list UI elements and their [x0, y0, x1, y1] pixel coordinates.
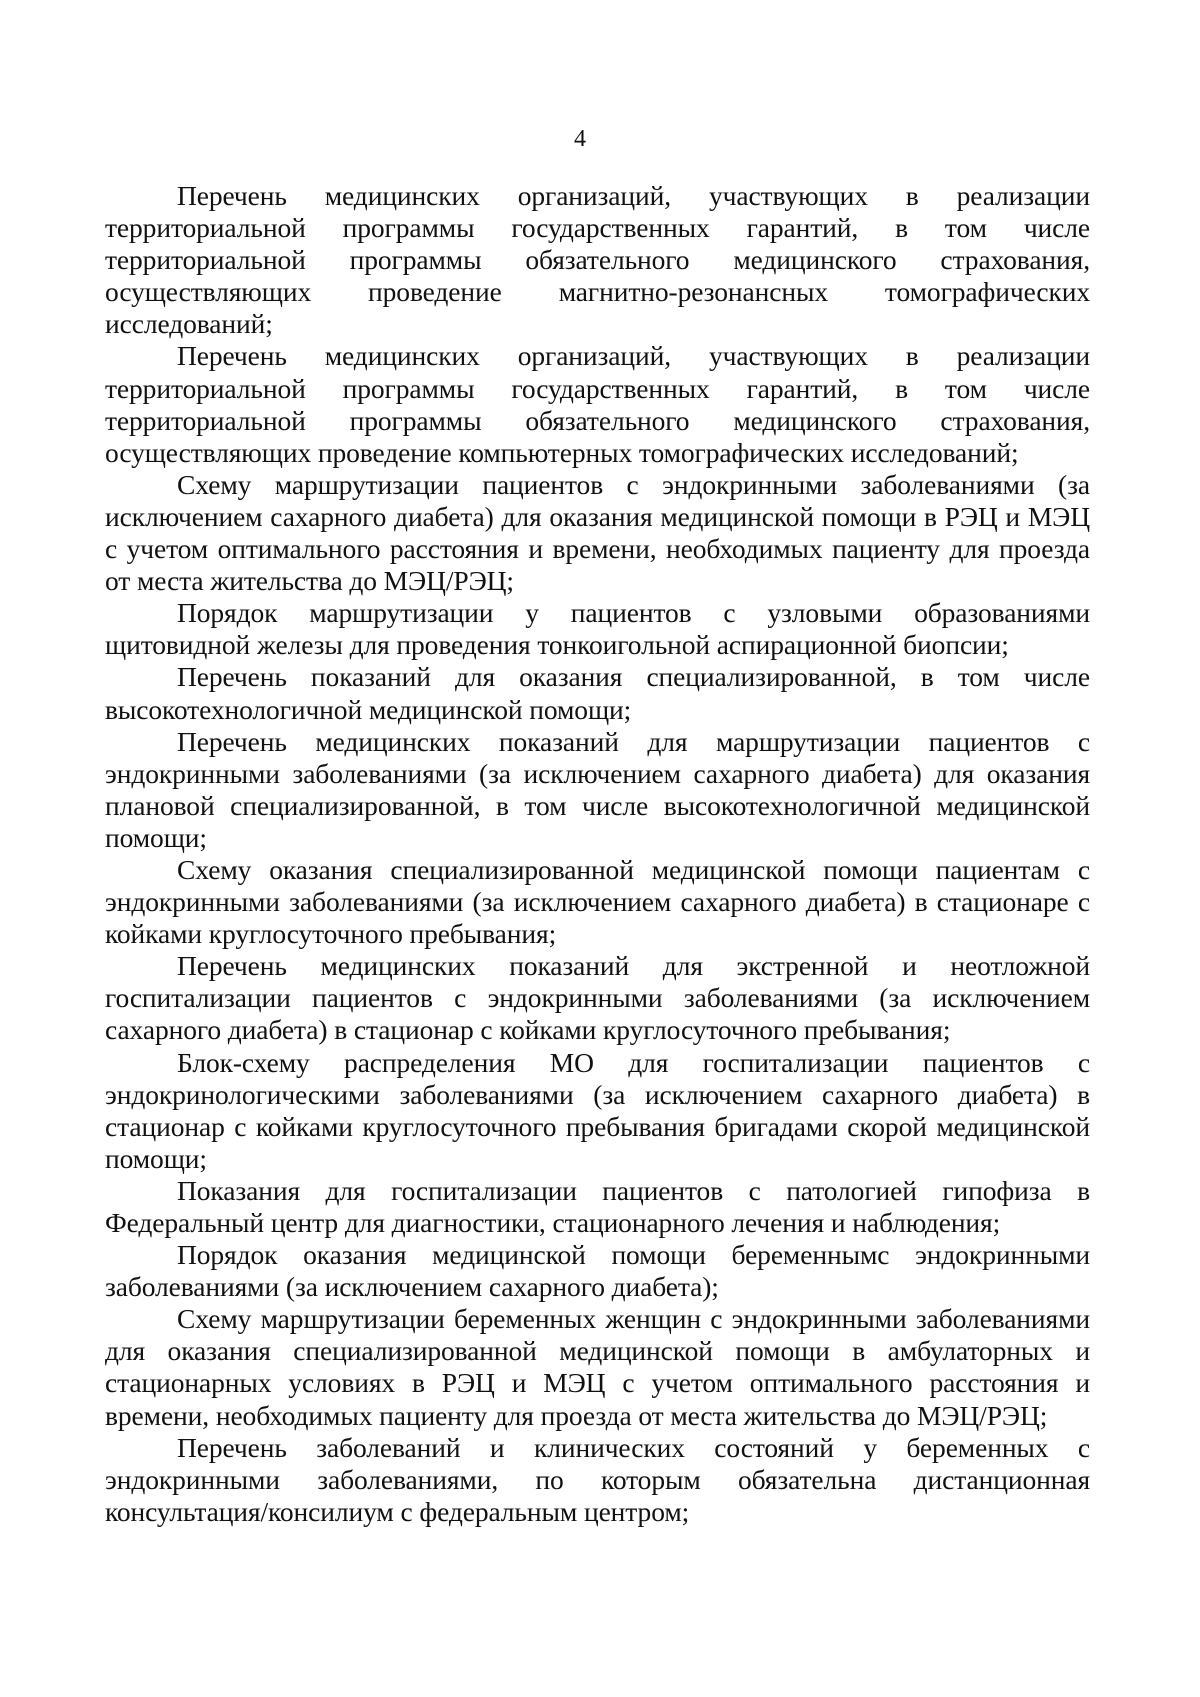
paragraph: Показания для госпитализации пациентов с патологией гипофиза в Федеральный центр для диагностики, стационарного лечения и наблюдения; [105, 1174, 1090, 1238]
paragraph: Схему маршрутизации беременных женщин с эндокринными заболеваниями для оказания специализированной медицинской помощи в амбулаторных и стационарных условиях в РЭЦ и МЭЦ с учетом оптимального расстояния и времени, необходимых пациенту для проезда от места жительства до МЭЦ/РЭЦ; [105, 1303, 1090, 1431]
paragraph: Порядок оказания медицинской помощи беременнымс эндокринными заболеваниями (за исключением сахарного диабета); [105, 1239, 1090, 1303]
paragraph: Перечень медицинских показаний для экстренной и неотложной госпитализации пациентов с эндокринными заболеваниями (за исключением сахарного диабета) в стационар с койками круглосуточного пребывания; [105, 950, 1090, 1046]
paragraph: Схему оказания специализированной медицинской помощи пациентам с эндокринными заболеваниями (за исключением сахарного диабета) в стационаре с койками круглосуточного пребывания; [105, 853, 1090, 950]
paragraph: Перечень заболеваний и клинических состояний у беременных с эндокринными заболеваниями, по которым обязательна дистанционная консультация/консилиум с федеральным центром; [105, 1431, 1090, 1527]
page-number: 4 [574, 126, 586, 152]
paragraph: Перечень показаний для оказания специализированной, в том числе высокотехнологичной медицинской помощи; [105, 661, 1090, 725]
document-body [105, 180, 1090, 1528]
paragraph: Перечень медицинских организаций, участвующих в реализации территориальной программы государственных гарантий, в том числе территориальной программы обязательного медицинского страхования, осуществляющих проведение компьютерных томографических исследований; [105, 340, 1090, 468]
paragraph: Перечень медицинских организаций, участвующих в реализации территориальной программы государственных гарантий, в том числе территориальной программы обязательного медицинского страхования, осуществляющих проведение магнитно-резонансных томографических исследований; [105, 180, 1090, 340]
paragraph: Схему маршрутизации пациентов с эндокринными заболеваниями (за исключением сахарного диабета) для оказания медицинской помощи в РЭЦ и МЭЦ с учетом оптимального расстояния и времени, необходимых пациенту для проезда от места жительства до МЭЦ/РЭЦ; [105, 468, 1090, 597]
paragraph: Блок-схему распределения МО для госпитализации пациентов с эндокринологическими заболеваниями (за исключением сахарного диабета) в стационар с койками круглосуточного пребывания бригадами скорой медицинской помощи; [105, 1046, 1090, 1174]
paragraph: Перечень медицинских показаний для маршрутизации пациентов с эндокринными заболеваниями (за исключением сахарного диабета) для оказания плановой специализированной, в том числе высокотехнологичной медицинской помощи; [105, 725, 1090, 853]
paragraph: Порядок маршрутизации у пациентов с узловыми образованиями щитовидной железы для проведения тонкоигольной аспирационной биопсии; [105, 597, 1090, 661]
